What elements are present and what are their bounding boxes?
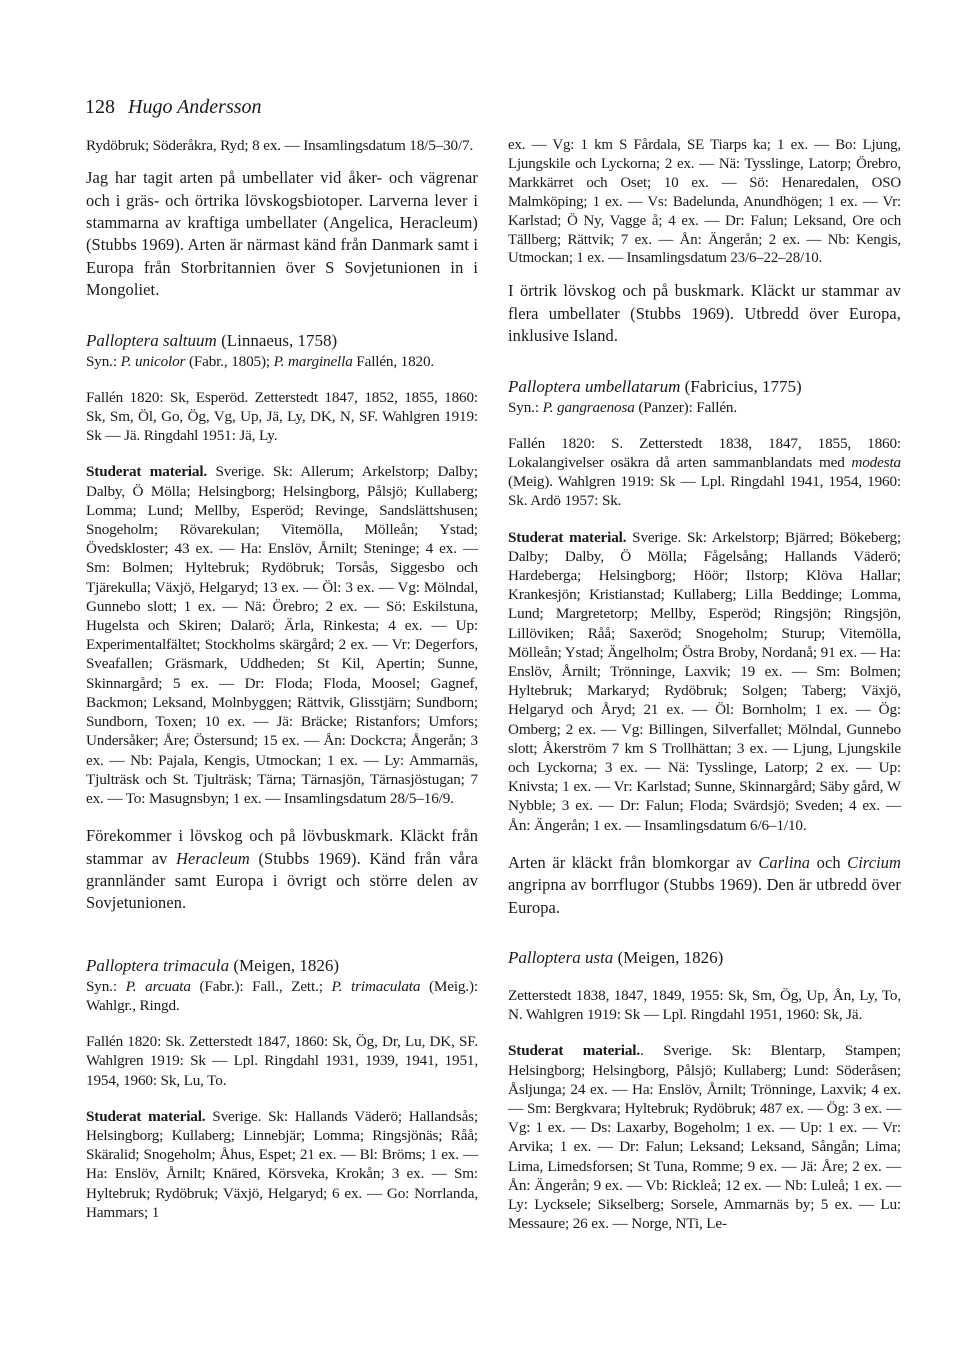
synonyms: Syn.: P. arcuata (Fabr.): Fall., Zett.; P. trimaculata (Meig.): Wahlgr., Ringd. [86,977,478,1014]
species-description: Förekommer i lövskog och på lövbuskmark. Kläckt från stammar av Heracleum (Stubbs 1969). Känd från våra grannländer samt Europa i övrigt och större delen av Sovjetunionen. [86,826,478,913]
species-author: (Meigen, 1826) [229,955,340,975]
studied-material: Studerat material. Sverige. Sk: Hallands Väderö; Hallandsås; Helsingborg; Kullaberg; Linnebjär; Lomma; Ringsjönäs; Råå; Skäralid; Snogeholm; Åhus, Espet; 21 ex. — Bl: Bröms; 1 ex. — Ha: Enslöv, Årnilt; Knäred, Körsveka, Krokån; 3 ex. — Sm: Hyltebruk; Rydöbruk; Växjö, Helgaryd; 6 ex. — Go: Norrlanda, Hammars; 1 [86,1107,478,1221]
species-heading-trimacula [86,955,478,977]
species-description: Jag har tagit arten på umbellater vid åker- och vägrenar och i gräs- och örtrika lövskogsbiotoper. Larverna lever i stammarna av kraftiga umbellater (Angelica, Heracleum) (Stubbs 1969). Arten är närmast känd från Danmark samt i Europa från Storbritannien över S Sovjetunionen in i Mongoliet. [86,168,478,300]
continued-record: ex. — Vg: 1 km S Fårdala, SE Tiarps ka; 1 ex. — Bo: Ljung, Ljungskile och Lyckorna; 2 ex. — Nä: Tysslinge, Latorp; Örebro, Markkärret och Oset; 10 ex. — Sö: Henaredalen, OSO Malmköping; 1 ex. — Vs: Badelunda, Anundhögen; 1 ex. — Vr: Karlstad; Ö Ny, Vagge å; 4 ex. — Dr: Falun; Leksand, Ore och Tällberg; Rättvik; 7 ex. — Ån: Ängerån; 2 ex. — Nb: Kengis, Utmockan; 1 ex. — Insamlingsdatum 23/6–22–28/10. [508,137,901,267]
species-author: (Fabricius, 1775) [680,376,802,396]
species-heading-usta [508,947,901,969]
studied-material: Studerat material.. Sverige. Sk: Blentarp, Stampen; Helsingborg; Helsingborg, Pålsjö; Kullaberg; Lund: Söderåsen; Åsljunga; 24 ex. — Ha: Enslöv, Årnilt; Trönninge, Laxvik; 4 ex. — Sm: Bergkvara; Hyltebruk; Rydöbruk; 487 ex. — Ög: 3 ex. — Vg: 1 ex. — Ds: Laxarby, Bogeholm; 1 ex. — Up: 1 ex. — Vr: Arvika; 1 ex. — Dr: Falun; Leksand; Leksand, Sångån; Lima; Lima, Limedsforsen; St Tuna, Romme; 9 ex. — Jä: Åre; 2 ex. — Ån: Ängerån; 9 ex. — Vb: Rickleå; 12 ex. — Nb: Luleå; 1 ex. — Ly: Lycksele; Sikselberg; Sorsele, Ammarnäs by; 5 ex. — Lu: Messaure; 26 ex. — Norge, NTi, Le- [508,1042,901,1233]
species-author: (Linnaeus, 1758) [216,330,338,350]
literature-records: Fallén 1820: Sk. Zetterstedt 1847, 1860: Sk, Ög, Dr, Lu, DK, SF. Wahlgren 1919: Sk — Lpl. Ringdahl 1931, 1939, 1941, 1951, 1954, 1960: Sk, Lu, To. [86,1033,478,1089]
species-name: Palloptera saltuum [86,330,217,350]
literature-records: Fallén 1820: S. Zetterstedt 1838, 1847, 1855, 1860: Lokalangivelser osäkra då arten sammanblandats med modesta (Meig). Wahlgren 1919: Sk — Lpl. Ringdahl 1941, 1954, 1960: Sk. Ardö 1957: Sk. [508,434,901,510]
literature-records: Zetterstedt 1838, 1847, 1849, 1955: Sk, Sm, Ög, Up, Ån, Ly, To, N. Wahlgren 1919: Sk — Lpl. Ringdahl 1951, 1960: Sk, Jä. [508,987,901,1024]
species-description: I örtrik lövskog och på buskmark. Kläckt ur stammar av flera umbellater (Stubbs 1969). Utbredd över Europa, inklusive Island. [508,281,901,346]
right-column [508,136,901,1233]
species-name: Palloptera trimacula [86,955,230,975]
studied-material: Studerat material. Sverige. Sk: Arkelstorp; Bjärred; Bökeberg; Dalby; Dalby, Ö Mölla; Fågelsång; Hallands Väderö; Hardeberga; Helsingborg; Höör; Ilstorp; Klöva Hallar; Krankesjön; Kristianstad; Kullaberg; Lilla Beddinge; Lomma, Lund; Margretetorp; Mellby, Esperöd; Ringsjön; Ringsjön, Lillöviken; Råå; Saxeröd; Snogeholm; Sturup; Vitemölla, Mölleån; Ystad; Ängelholm; Östra Broby, Nordanå; 91 ex. — Ha: Enslöv, Årnilt; Trönninge, Laxvik; 19 ex. — Sm: Bolmen; Hyltebruk; Markaryd; Rydöbruk; Solgen; Taberg; Växjö, Helgaryd och Åryd; 21 ex. — Öl: Bornholm; 1 ex. — Ög: Omberg; 2 ex. — Vg: Billingen, Silverfallet; Mölndal, Gunnebo slott; Åkerström 7 km S Trollhättan; 3 ex. — Ljung, Ljungskile och Lyckorna; 3 ex. — Nä: Tysslinge, Latorp; 2 ex. — Up: Knivsta; 1 ex. — Vr: Karlstad; Sunne, Skinnargård; Säby gård, W Nybble; 3 ex. — Dr: Falun; Floda; Svärdsjö; Sveden; 4 ex. — Ån: Ängerån; 1 ex. — Insamlingsdatum 6/6–1/10. [508,528,901,834]
studied-material: Studerat material. Sverige. Sk: Allerum; Arkelstorp; Dalby; Dalby, Ö Mölla; Helsingborg; Helsingborg, Pålsjö; Kullaberg; Lomma; Lund; Mellby, Esperöd; Revinge, Sandslättshusen; Snogeholm; Rövarekulan; Vitemölla, Mölleån; Ystad; Övedskloster; 43 ex. — Ha: Enslöv, Årnilt; Steninge; 4 ex. — Sm: Bolmen; Hyltebruk; Rydöbruk; Torsås, Siggesbo och Tjärekulla; Växjö, Helgaryd; 13 ex. — Öl: 3 ex. — Vg: Mölndal, Gunnebo slott; 1 ex. — Nä: Örebro; 2 ex. — Sö: Eskilstuna, Hugelsta och Skiren; Dalarö; Ärla, Rinkesta; 4 ex. — Up: Experimentalfältet; Stockholms skärgård; 2 ex. — Vr: Degerfors, Sveafallen; Gräsmark, Uddheden; St Kil, Apertin; Sunne, Skinnargård; 5 ex. — Dr: Floda; Floda, Moosel; Gagnef, Backmon; Leksand, Molnbyggen; Rättvik, Glisstjärn; Sundborn; Sundborn, Toxen; 10 ex. — Jä: Bräcke; Ristanfors; Umfors; Undersåker; Åre; Östersund; 15 ex. — Ån: Dockста; Ångerån; 3 ex. — Nb: Pajala, Kengis, Utmockan; 1 ex. — Ly: Ammarnäs, Tjulträsk och St. Tjulträsk; Tärna; Tärnasjön, Tärnasjöstugan; 7 ex. — To: Masugnsbyn; 1 ex. — Insamlingsdatum 28/5–16/9. [86,463,478,807]
species-name: Palloptera usta [508,948,614,968]
synonyms: Syn.: P. unicolor (Fabr., 1805); P. marginella Fallén, 1820. [86,352,435,370]
species-author: (Meigen, 1826) [613,948,724,968]
page-number: 128 [85,96,115,118]
species-name: Palloptera umbellatarum [508,376,681,396]
left-column [86,136,478,1222]
species-description: Arten är kläckt från blomkorgar av Carlina och Circium angripna av borrflugor (Stubbs 1969). Den är utbredd över Europa. [508,852,901,917]
running-header [85,96,262,119]
continued-record: Rydöbruk; Söderåkra, Ryd; 8 ex. — Insamlingsdatum 18/5–30/7. [86,137,474,154]
species-heading-saltuum [86,330,478,352]
synonyms: Syn.: P. gangraenosa (Panzer): Fallén. [508,398,737,416]
species-heading-umbellatarum [508,376,901,398]
literature-records: Fallén 1820: Sk, Esperöd. Zetterstedt 1847, 1852, 1855, 1860: Sk, Sm, Öl, Go, Ög, Vg, Up, Jä, Ly, DK, N, SF. Wahlgren 1919: Sk — Jä. Ringdahl 1951: Jä, Ly. [86,388,478,445]
running-author: Hugo Andersson [128,96,262,118]
